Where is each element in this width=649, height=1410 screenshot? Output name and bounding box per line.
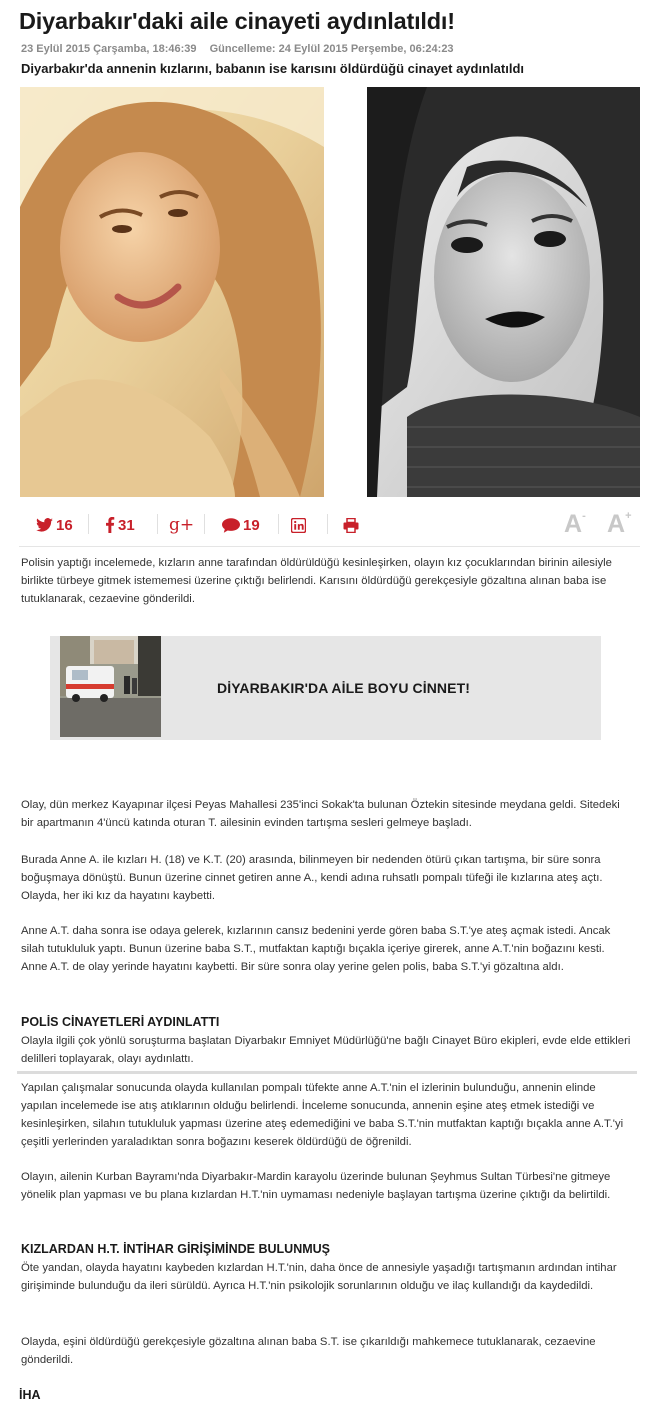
victim-photo-right <box>367 87 640 497</box>
gplus-icon: g+ <box>169 515 195 535</box>
article-dates <box>21 43 454 55</box>
paragraph: Olayda, eşini öldürdüğü gerekçesiyle gözaltına alınan baba S.T. ise çıkarıldığı mahkemece tutuklanarak, cezaevine gönderildi. <box>21 1336 596 1366</box>
font-increase-button[interactable]: A+ <box>607 509 632 538</box>
print-icon <box>343 518 359 533</box>
paragraph: Yapılan çalışmalar sonucunda olayda kullanılan pompalı tüfekte anne A.T.'nin el izlerinin bulunduğu, annenin elinde yapılan incelemede ise atış atıklarının olduğu belirlendi. İnceleme sonucunda, annenin eşine ateş etmek istediği ve kesinleşirken, silahın tutukluluk yapması üzerine ateş edemediğini ve baba S.T.'nin mutfaktan kaptığı bıçakla anne A.T.'yi çeşitli yerlerinden yaraladıktan sonra boğazını keserek öldürdüğü de öğrenildi. <box>21 1082 624 1148</box>
comment-count: 19 <box>243 516 260 534</box>
news-source: İHA <box>19 1388 41 1402</box>
related-news-title[interactable]: DİYARBAKIR'DA AİLE BOYU CİNNET! <box>217 680 470 696</box>
article-headline: Diyarbakır'daki aile cinayeti aydınlatıldı! <box>19 8 455 34</box>
facebook-icon <box>105 517 115 533</box>
gplus-share-button[interactable] <box>169 514 194 536</box>
paragraph: Olayla ilgili çok yönlü soruşturma başlatan Diyarbakır Emniyet Müdürlüğü'ne bağlı Cinayet Büro ekipleri, evde elde ettikleri delilleri toplayarak, olayı aydınlattı. <box>21 1035 631 1065</box>
updated-date: Güncelleme: 24 Eylül 2015 Perşembe, 06:24:23 <box>209 43 454 55</box>
paragraph: Anne A.T. daha sonra ise odaya gelerek, kızlarının cansız bedenini yerde gören baba S.T.'ye ateş açmak istedi. Ancak silah tutukluluk yaptı. Bunun üzerine baba S.T., mutfaktan kaptığı bıçakla içeriye girerek, anne A.T.'nin boğazını kesti. Anne A.T. de olay yerinde hayatını kaybetti. Bir süre sonra olay yerine gelen polis, baba S.T.'yi gözaltına aldı. <box>21 925 611 973</box>
twitter-icon <box>36 518 53 532</box>
share-bar <box>19 502 640 547</box>
comments-button[interactable] <box>222 514 260 536</box>
twitter-count: 16 <box>56 516 73 534</box>
paragraph: Olay, dün merkez Kayapınar ilçesi Peyas Mahallesi 235'inci Sokak'ta bulunan Öztekin sitesinde meydana geldi. Sitedeki bir apartmanın 4'üncü katında oturan T. ailesinin evinden tartışma sesleri gelmeye başladı. <box>21 799 620 829</box>
share-divider <box>278 514 279 534</box>
published-date: 23 Eylül 2015 Çarşamba, 18:46:39 <box>21 43 197 55</box>
paragraph: Burada Anne A. ile kızları H. (18) ve K.T. (20) arasında, bilinmeyen bir nedenden ötürü çıkan tartışma, bir süre sonra boğuşmaya dönüştü. Bunun üzerine cinnet getiren anne A., kendi adına ruhsatlı pompalı tüfeği ile kızlarına ateş açtı. Olayda, her iki kız da hayatını kaybetti. <box>21 854 603 902</box>
font-decrease-button[interactable]: A- <box>564 509 586 538</box>
related-news-thumbnail <box>60 636 161 737</box>
linkedin-icon <box>291 518 306 533</box>
share-divider <box>204 514 205 534</box>
linkedin-share-button[interactable] <box>291 514 309 536</box>
facebook-share-button[interactable] <box>105 514 135 536</box>
share-divider <box>327 514 328 534</box>
section-heading: POLİS CİNAYETLERİ AYDINLATTI <box>21 1015 220 1029</box>
victim-photo-left <box>20 87 324 497</box>
facebook-count: 31 <box>118 516 135 534</box>
paragraph: Olayın, ailenin Kurban Bayramı'nda Diyarbakır-Mardin karayolu üzerinde bulunan Şeyhmus Sultan Türbesi'ne gitmeye yönelik plan yapması ve bu plana kızlardan H.T.'nin uymaması nedeniyle başlayan tartışma üzerine çıktığı da belirtildi. <box>21 1171 611 1201</box>
share-divider <box>157 514 158 534</box>
paragraph: Öte yandan, olayda hayatını kaybeden kızlardan H.T.'nin, daha önce de annesiyle yaşadığı tartışmanın ardından intihar girişiminde bulunduğu da ileri sürüldü. Ayrıca H.T.'nin psikolojik sorunlarının olduğu ve ilaç kullandığı da kaydedildi. <box>21 1262 617 1292</box>
paragraph: Polisin yaptığı incelemede, kızların anne tarafından öldürüldüğü kesinleşirken, olayın kız çocuklarından birinin ailesiyle birlikte türbeye gitmek istememesi üzerine çıktığı belirlendi. Karısını öldürdüğü gerekçesiyle gözaltına alınan baba ise tutuklanarak, cezaevine gönderildi. <box>21 557 612 605</box>
twitter-share-button[interactable] <box>36 514 73 536</box>
share-divider <box>88 514 89 534</box>
article-subhead: Diyarbakır'da annenin kızlarını, babanın ise karısını öldürdüğü cinayet aydınlatıldı <box>21 61 524 76</box>
section-heading: KIZLARDAN H.T. İNTİHAR GİRİŞİMİNDE BULUNMUŞ <box>21 1242 331 1256</box>
related-news-box[interactable] <box>50 636 601 740</box>
content-divider <box>17 1071 637 1074</box>
comment-icon <box>222 518 240 533</box>
print-button[interactable] <box>343 514 362 536</box>
